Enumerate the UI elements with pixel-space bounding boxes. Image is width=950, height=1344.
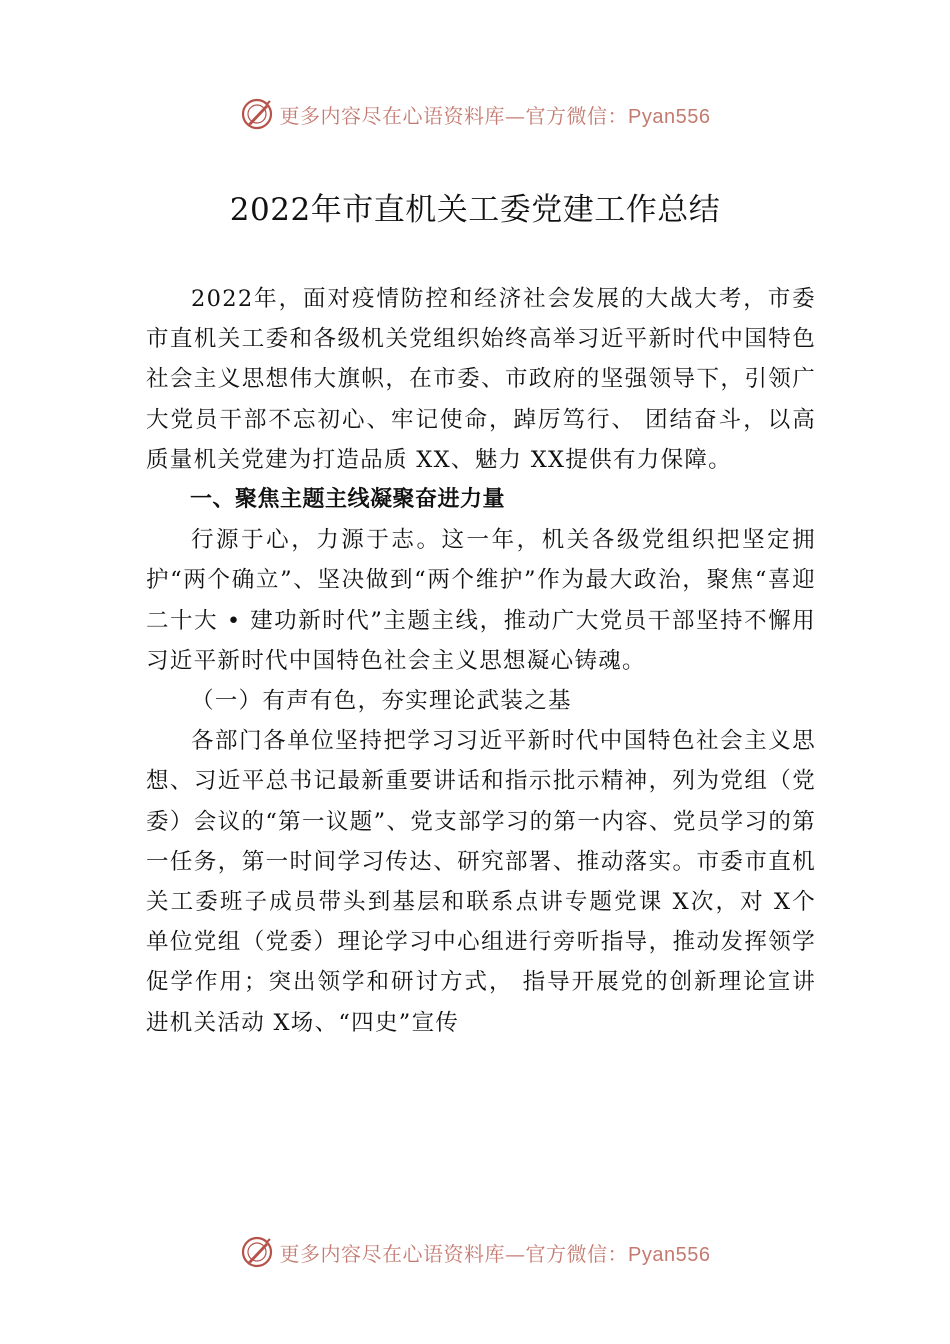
footer-banner	[0, 1232, 950, 1272]
document-body	[146, 279, 816, 1043]
subsection-1-heading: （一）有声有色，夯实理论武装之基	[191, 688, 572, 715]
subsection-1-paragraph: 各部门各单位坚持把学习习近平新时代中国特色社会主义思想、习近平总书记最新重要讲话和指示批示精神，列为党组（党委）会议的“第一议题”、党支部学习的第一内容、党员学习的第一任务，第一时间学习传达、研究部署、推动落实。市委市直机关工委班子成员带头到基层和联系点讲专题党课 X次，对 X个单位党组（党委）理论学习中心组进行旁听指导，推动发挥领学促学作用；突出领学和研讨方式， 指导开展党的创新理论宣讲进机关活动 X场、“四史”宣传	[146, 728, 816, 1036]
header-banner-text: 更多内容尽在心语资料库—官方微信：Pyan556	[279, 103, 711, 128]
section-1-heading: 一、聚焦主题主线凝聚奋进力量	[190, 487, 506, 513]
footer-banner-text: 更多内容尽在心语资料库—官方微信：Pyan556	[279, 1241, 711, 1266]
intro-paragraph: 2022年，面对疫情防控和经济社会发展的大战大考，市委市直机关工委和各级机关党组织始终高举习近平新时代中国特色社会主义思想伟大旗帜，在市委、市政府的坚强领导下，引领广大党员干部不忘初心、牢记使命，踔厉笃行、 团结奋斗，以高质量机关党建为打造品质 XX、魅力 XX提供有力保障。	[146, 286, 816, 473]
document-title: 2022年市直机关工委党建工作总结	[229, 192, 721, 228]
seal-logo-icon	[240, 97, 274, 131]
section-1-paragraph: 行源于心，力源于志。这一年，机关各级党组织把坚定拥护“两个确立”、坚决做到“两个维护”作为最大政治，聚焦“喜迎二十大 • 建功新时代”主题主线，推动广大党员干部坚持不懈用习近平新时代中国特色社会主义思想凝心铸魂。	[146, 527, 816, 674]
header-banner	[0, 94, 950, 134]
seal-logo-icon	[240, 1235, 274, 1269]
